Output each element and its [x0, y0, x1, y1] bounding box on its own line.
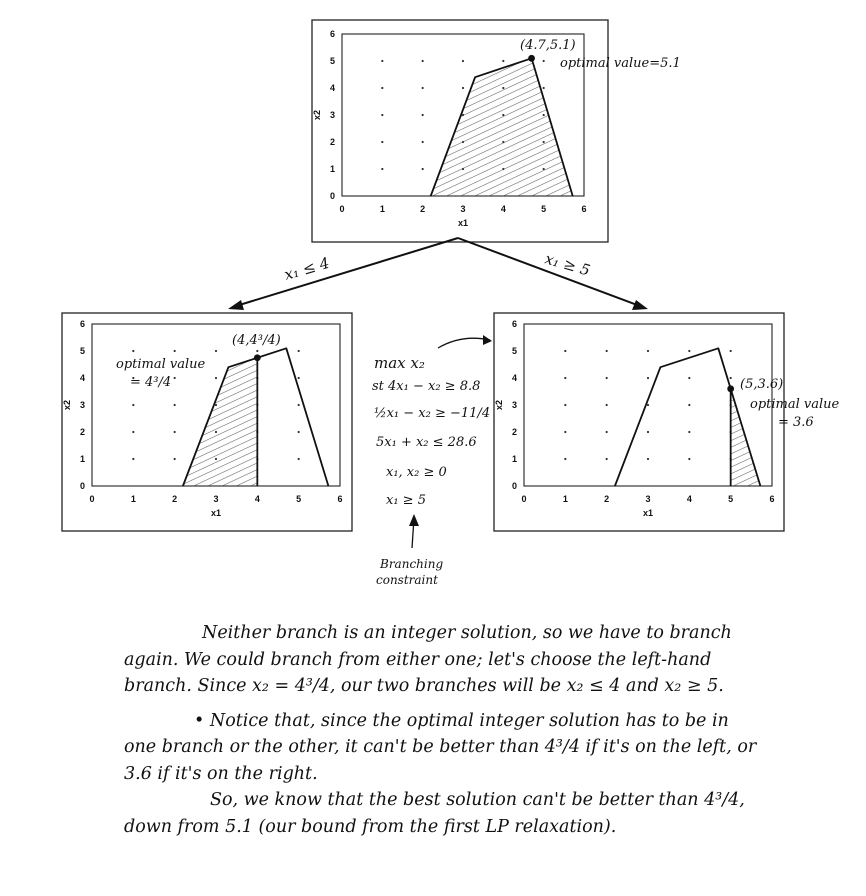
left-lattice-dot	[215, 377, 217, 379]
left-lattice-dot	[132, 458, 134, 460]
right-lattice-dot	[688, 377, 690, 379]
model-pointer-head	[483, 335, 492, 345]
right-x-tick-label: 3	[645, 494, 651, 504]
left-x-tick-label: 5	[296, 494, 302, 504]
model-objective: max x₂	[374, 354, 425, 372]
left-lattice-dot	[298, 458, 300, 460]
left-branch-label: x₁ ≤ 4	[282, 253, 332, 284]
root-x-tick-label: 0	[339, 204, 345, 214]
left-lattice-dot	[256, 350, 258, 352]
left-y-tick-label: 3	[79, 400, 85, 410]
root-lattice-dot	[422, 60, 424, 62]
right-lattice-dot	[606, 350, 608, 352]
left-lattice-dot	[174, 350, 176, 352]
root-optimal-point	[528, 55, 535, 62]
left-point-label: (4,4³/4)	[232, 333, 281, 348]
root-lattice-dot	[381, 114, 383, 116]
root-lattice-dot	[543, 60, 545, 62]
right-lattice-dot	[606, 431, 608, 433]
right-branch-chart	[494, 319, 840, 518]
root-y-tick-label: 4	[329, 83, 335, 93]
root-lattice-dot	[422, 141, 424, 143]
right-x-tick-label: 1	[562, 494, 568, 504]
left-x-tick-label: 2	[172, 494, 178, 504]
left-x-tick-label: 6	[337, 494, 343, 504]
right-x-tick-label: 6	[769, 494, 775, 504]
right-branch-label: x₁ ≥ 5	[542, 249, 593, 280]
left-y-tick-label: 2	[79, 427, 85, 437]
model-constraint-2: ½x₁ − x₂ ≥ −11/4	[374, 406, 491, 421]
left-branch-chart	[62, 319, 343, 518]
right-x-tick-label: 0	[521, 494, 527, 504]
left-annotation: optimal value	[116, 357, 206, 372]
model-constraint-3: 5x₁ + x₂ ≤ 28.6	[376, 435, 477, 450]
left-lattice-dot	[174, 458, 176, 460]
right-annotation: = 3.6	[778, 415, 814, 430]
branching-label-1: Branching	[380, 557, 444, 571]
root-lattice-dot	[543, 87, 545, 89]
root-x-tick-label: 1	[379, 204, 385, 214]
right-lattice-dot	[647, 350, 649, 352]
root-annotation: optimal value=5.1	[560, 56, 681, 71]
right-y-tick-label: 1	[511, 454, 517, 464]
root-point-label: (4.7,5.1)	[520, 38, 576, 53]
left-y-tick-label: 5	[79, 346, 85, 356]
right-annotation: optimal value	[750, 397, 840, 412]
root-lattice-dot	[381, 141, 383, 143]
branching-label-2: constraint	[376, 573, 438, 587]
model-pointer-arrow	[438, 338, 490, 348]
left-y-tick-label: 0	[79, 481, 85, 491]
right-branch-arrow	[458, 238, 640, 306]
root-lattice-dot	[422, 114, 424, 116]
branching-arrow-head	[409, 514, 419, 526]
left-lattice-dot	[174, 377, 176, 379]
left-lattice-dot	[174, 404, 176, 406]
left-branch-arrow	[236, 238, 458, 306]
model-constraint-1: st 4x₁ − x₂ ≥ 8.8	[372, 379, 481, 394]
left-x-tick-label: 3	[213, 494, 219, 504]
right-lattice-dot	[564, 458, 566, 460]
right-lattice-dot	[606, 404, 608, 406]
right-lattice-dot	[564, 350, 566, 352]
root-relaxation-chart	[312, 29, 681, 228]
right-lattice-dot	[688, 404, 690, 406]
root-y-tick-label: 2	[329, 137, 335, 147]
left-lattice-dot	[298, 431, 300, 433]
left-x-tick-label: 4	[254, 494, 260, 504]
right-lattice-dot	[647, 377, 649, 379]
root-y-tick-label: 1	[329, 164, 335, 174]
root-y-tick-label: 0	[329, 191, 335, 201]
root-lattice-dot	[422, 168, 424, 170]
left-lattice-dot	[132, 431, 134, 433]
root-y-axis-label: x2	[312, 109, 322, 121]
right-lattice-dot	[647, 404, 649, 406]
model-constraint-4: x₁, x₂ ≥ 0	[386, 465, 447, 480]
notes-paragraph-2: • Notice that, since the optimal integer solution has to be in one branch or the other, it can't be better than 4³/4 if it's on the left, or 3.6 if it's on the right.	[124, 710, 757, 784]
root-x-tick-label: 3	[460, 204, 466, 214]
left-y-tick-label: 6	[79, 319, 85, 329]
right-lattice-dot	[688, 350, 690, 352]
root-x-tick-label: 6	[581, 204, 587, 214]
right-lattice-dot	[688, 431, 690, 433]
root-y-tick-label: 3	[329, 110, 335, 120]
root-x-axis-label: x1	[457, 218, 469, 228]
right-y-tick-label: 2	[511, 427, 517, 437]
right-lattice-dot	[564, 404, 566, 406]
left-annotation: = 4³/4	[130, 375, 172, 390]
left-lattice-dot	[132, 350, 134, 352]
model-constraint-5: x₁ ≥ 5	[386, 493, 426, 508]
left-lattice-dot	[298, 404, 300, 406]
left-shaded-region	[183, 358, 257, 486]
right-x-tick-label: 5	[728, 494, 734, 504]
left-x-tick-label: 1	[130, 494, 136, 504]
right-y-tick-label: 5	[511, 346, 517, 356]
root-y-tick-label: 5	[329, 56, 335, 66]
right-y-axis-label: x2	[494, 399, 504, 411]
right-optimal-point	[727, 385, 734, 392]
left-lattice-dot	[215, 350, 217, 352]
left-y-tick-label: 4	[79, 373, 85, 383]
root-lattice-dot	[381, 87, 383, 89]
left-x-tick-label: 0	[89, 494, 95, 504]
left-y-tick-label: 1	[79, 454, 85, 464]
right-y-tick-label: 0	[511, 481, 517, 491]
root-x-tick-label: 5	[541, 204, 547, 214]
right-y-tick-label: 3	[511, 400, 517, 410]
right-y-tick-label: 6	[511, 319, 517, 329]
explanation-notes	[124, 620, 764, 840]
right-lattice-dot	[647, 458, 649, 460]
right-lattice-dot	[647, 431, 649, 433]
left-lattice-dot	[298, 350, 300, 352]
root-lattice-dot	[381, 168, 383, 170]
notes-paragraph-3: So, we know that the best solution can't be better than 4³/4, down from 5.1 (our bound from the first LP relaxation).	[124, 790, 745, 837]
right-x-tick-label: 2	[604, 494, 610, 504]
left-y-axis-label: x2	[62, 399, 72, 411]
root-lattice-dot	[381, 60, 383, 62]
right-lattice-dot	[730, 377, 732, 379]
root-x-tick-label: 2	[420, 204, 426, 214]
root-lattice-dot	[502, 60, 504, 62]
left-arrow-head	[228, 300, 244, 310]
right-lattice-dot	[606, 377, 608, 379]
right-lattice-dot	[564, 431, 566, 433]
root-y-tick-label: 6	[329, 29, 335, 39]
left-lattice-dot	[298, 377, 300, 379]
left-optimal-point	[254, 354, 261, 361]
root-lattice-dot	[462, 87, 464, 89]
root-x-tick-label: 4	[500, 204, 506, 214]
right-point-label: (5,3.6)	[740, 377, 784, 392]
right-lattice-dot	[688, 458, 690, 460]
right-arrow-head	[632, 300, 648, 310]
right-x-tick-label: 4	[686, 494, 692, 504]
notes-paragraph-1: Neither branch is an integer solution, so we have to branch again. We could branch from either one; let's choose the left-hand branch. Since x₂ = 4³/4, our two branches will be x₂ ≤ 4 and x₂ ≥ 5.	[124, 623, 732, 696]
left-lattice-dot	[174, 431, 176, 433]
right-lattice-dot	[730, 350, 732, 352]
right-lattice-dot	[564, 377, 566, 379]
right-y-tick-label: 4	[511, 373, 517, 383]
left-x-axis-label: x1	[210, 508, 222, 518]
left-lattice-dot	[132, 404, 134, 406]
right-x-axis-label: x1	[642, 508, 654, 518]
root-lattice-dot	[422, 87, 424, 89]
right-lattice-dot	[606, 458, 608, 460]
root-lattice-dot	[462, 60, 464, 62]
